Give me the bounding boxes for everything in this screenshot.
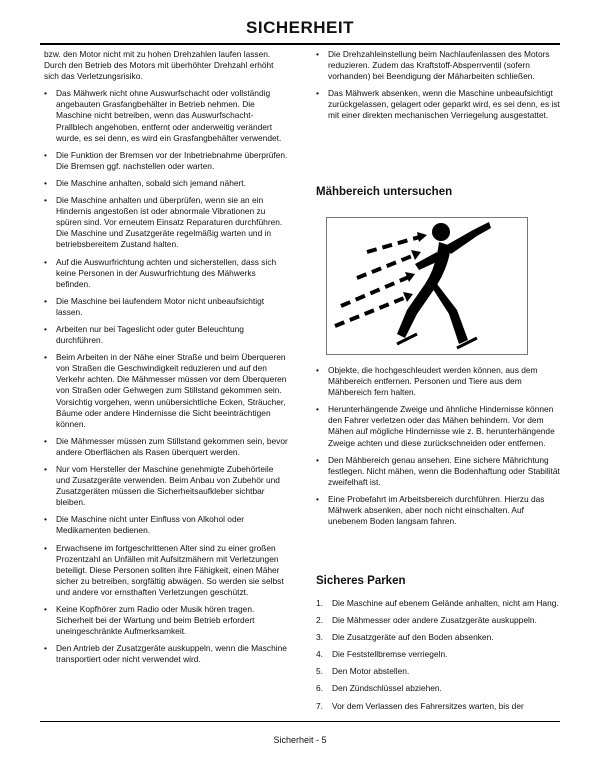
step-number: 6. <box>316 683 323 694</box>
step-text: Vor dem Verlassen des Fahrersitzes warten, bis der <box>332 700 524 711</box>
bullet-glyph: • <box>44 177 47 188</box>
bullet-glyph: • <box>44 643 47 654</box>
bullet-item <box>44 88 288 143</box>
step-number: 7. <box>316 700 323 711</box>
paragraph: bzw. den Motor nicht mit zu hohen Drehzahlen laufen lassen. Durch den Betrieb des Motors mit überhöhter Drehzahl erhöht sich das Verletzungsrisiko. <box>44 49 274 82</box>
numbered-step <box>316 615 560 626</box>
footer-rule <box>40 721 560 722</box>
bullet-item <box>44 643 288 665</box>
bullet-item <box>316 494 560 527</box>
step-text: Die Maschine auf ebenem Gelände anhalten, nicht am Hang. <box>332 598 559 608</box>
page-footer: Sicherheit - 5 <box>273 735 327 745</box>
bullet-glyph: • <box>44 604 47 615</box>
bullet-glyph: • <box>44 149 47 160</box>
numbered-step <box>316 666 560 677</box>
section2-steps <box>316 598 560 718</box>
bullet-item <box>316 88 560 121</box>
bullet-glyph: • <box>44 352 47 363</box>
bullet-item <box>44 150 288 172</box>
bullet-glyph: • <box>44 435 47 446</box>
bullet-text: Die Maschine anhalten, sobald sich jemand nähert. <box>56 177 246 188</box>
bullet-glyph: • <box>44 464 47 474</box>
step-number: 3. <box>316 632 323 643</box>
bullet-text: Die Maschine nicht unter Einfluss von Alkohol oder Medikamenten bedienen. <box>56 514 245 536</box>
bullet-text: Die Maschine anhalten und überprüfen, wenn sie an ein Hindernis angestoßen ist oder abnormale Vibrationen zu spüren sind. Vor erneutem Einsatz Reparaturen durchführen. Die Maschine und Zusatzgeräte regelmäßig warten und in betriebsbereitem Zustand halten. <box>56 195 283 250</box>
bullet-item <box>316 455 560 488</box>
step-number: 4. <box>316 649 323 660</box>
bullet-glyph: • <box>44 256 47 267</box>
bullet-glyph: • <box>316 88 319 99</box>
bullet-text: Die Funktion der Bremsen vor der Inbetriebnahme überprüfen. Die Bremsen ggf. nachstellen oder warten. <box>56 149 288 171</box>
bullet-item <box>44 514 288 536</box>
bullet-item <box>44 436 288 458</box>
thrown-object-warning-illustration <box>326 217 528 355</box>
step-number: 5. <box>316 666 323 677</box>
bullet-item <box>316 49 560 82</box>
bullet-glyph: • <box>44 295 47 306</box>
left-column <box>44 49 288 672</box>
bullet-glyph: • <box>44 323 47 334</box>
bullet-text: Keine Kopfhörer zum Radio oder Musik hören tragen. Sicherheit bei der Wartung und beim Betrieb erfordert uneingeschränkte Aufmerksamkeit. <box>56 604 255 637</box>
bullet-text: Objekte, die hochgeschleudert werden können, aus dem Mähbereich entfernen. Personen und Tiere aus dem Mähbereich fern halten. <box>328 365 538 398</box>
step-text: Den Motor abstellen. <box>332 666 410 677</box>
step-text: Den Zündschlüssel abziehen. <box>332 683 442 694</box>
bullet-text: Die Mähmesser müssen zum Stillstand gekommen sein, bevor andere Oberflächen als Rasen überquert werden. <box>56 435 288 457</box>
section-heading-mowing-area: Mähbereich untersuchen <box>316 186 453 198</box>
right-column-top <box>316 49 560 128</box>
step-text: Die Mähmesser oder andere Zusatzgeräte auskuppeln. <box>332 615 537 626</box>
header-rule <box>40 43 560 45</box>
bullet-glyph: • <box>316 404 319 415</box>
bullet-glyph: • <box>44 88 47 99</box>
bullet-text: Die Drehzahleinstellung beim Nachlaufenlassen des Motors reduzieren. Zudem das Kraftstoff-Absperrventil (sofern vorhanden) bei Beendigung der Mäharbeiten schließen. <box>328 49 550 82</box>
section1-body <box>316 365 560 533</box>
bullet-item <box>44 195 288 250</box>
bullet-text: Arbeiten nur bei Tageslicht oder guter Beleuchtung durchführen. <box>56 323 244 346</box>
bullet-text: Den Mähbereich genau ansehen. Eine sichere Mährichtung festlegen. Nicht mähen, wenn die Bodenhaftung oder Stabilität zweifelhaft ist. <box>328 454 560 487</box>
bullet-item <box>316 404 560 448</box>
bullet-text: Auf die Auswurfrichtung achten und sicherstellen, dass sich keine Personen in der Auswurfrichtung des Mähwerks befinden. <box>56 256 277 289</box>
bullet-item <box>44 464 288 508</box>
step-number: 1. <box>316 598 323 608</box>
numbered-step <box>316 632 560 643</box>
bullet-glyph: • <box>316 454 319 465</box>
bullet-item <box>44 543 288 598</box>
step-text: Die Zusatzgeräte auf den Boden absenken. <box>332 632 494 643</box>
numbered-step <box>316 683 560 694</box>
bullet-text: Beim Arbeiten in der Nähe einer Straße und beim Überqueren von Straßen die Geschwindigkeit reduzieren und auf den Verkehr achten. Die Mähmesser müssen vor dem Überqueren von Straßen oder Gehwegen zum Stillstand gekommen sein. Vorsichtig vorgehen, wenn unübersichtliche Ecken, Sträucher, Bäume oder andere Hindernisse die Sicht beeinträchtigen können. <box>56 352 287 429</box>
bullet-glyph: • <box>44 514 47 525</box>
bullet-text: Nur vom Hersteller der Maschine genehmigte Zubehörteile und Zusatzgeräte verwenden. Beim Anbau von Zubehör und Zusatzgeräten müssen die Sicherheitsaufkleber sichtbar bleiben. <box>56 464 280 508</box>
bullet-text: Den Antrieb der Zusatzgeräte auskuppeln, wenn die Maschine transportiert oder nicht verwendet wird. <box>56 643 287 665</box>
bullet-item <box>44 324 288 346</box>
bullet-glyph: • <box>316 49 319 59</box>
bullet-text: Das Mähwerk absenken, wenn die Maschine unbeaufsichtigt zurückgelassen, gelagert oder geparkt wird, es sei denn, es ist mit einer direkten mechanischen Verriegelung ausgestattet. <box>328 88 560 121</box>
bullet-text: Erwachsene im fortgeschrittenen Alter sind zu einer großen Prozentzahl an Unfällen mit Aufsitzmähern mit Verletzungen beteiligt. Diese Personen sollten ihre Fähigkeit, einen Mäher sicher zu betreiben, sorgfältig abwägen. So werden sie selbst und andere vor ernsthaften Verletzungen geschützt. <box>56 542 284 597</box>
page-title: SICHERHEIT <box>246 18 354 37</box>
bullet-text: Herunterhängende Zweige und ähnliche Hindernisse können den Fahrer verletzen oder das Mähen behindern. Vor dem Mähen auf mögliche Hindernisse wie z. B. herunterhängende Zweige achten und diese zurückschneiden oder entfernen. <box>328 404 555 448</box>
step-number: 2. <box>316 615 323 626</box>
bullet-item <box>44 178 288 189</box>
bullet-item <box>44 604 288 637</box>
bullet-glyph: • <box>44 542 47 553</box>
bullet-item <box>316 365 560 398</box>
person-struck-icon <box>327 218 527 354</box>
step-text: Die Feststellbremse verriegeln. <box>332 649 448 660</box>
bullet-item <box>44 352 288 430</box>
numbered-step <box>316 598 560 609</box>
section-heading-safe-parking: Sicheres Parken <box>316 575 406 587</box>
bullet-glyph: • <box>316 493 319 504</box>
bullet-text: Das Mähwerk nicht ohne Auswurfschacht oder vollständig angebauten Grasfangbehälter in Betrieb nehmen. Die Maschine nicht betreiben, wenn das Auswurfschacht-Prallblech angehoben, entfernt oder anderweitig verändert wurde, es sei denn, es wird ein Grasfangbehälter verwendet. <box>56 88 282 143</box>
bullet-glyph: • <box>316 365 319 375</box>
numbered-step <box>316 649 560 660</box>
bullet-text: Die Maschine bei laufendem Motor nicht unbeaufsichtigt lassen. <box>56 295 265 317</box>
bullet-glyph: • <box>44 195 47 206</box>
bullet-item <box>44 296 288 318</box>
bullet-item <box>44 257 288 290</box>
numbered-step <box>316 701 560 712</box>
bullet-text: Eine Probefahrt im Arbeitsbereich durchführen. Hierzu das Mähwerk absenken, aber noch nicht einschalten. Auf unebenem Boden langsam fahren. <box>328 493 545 527</box>
